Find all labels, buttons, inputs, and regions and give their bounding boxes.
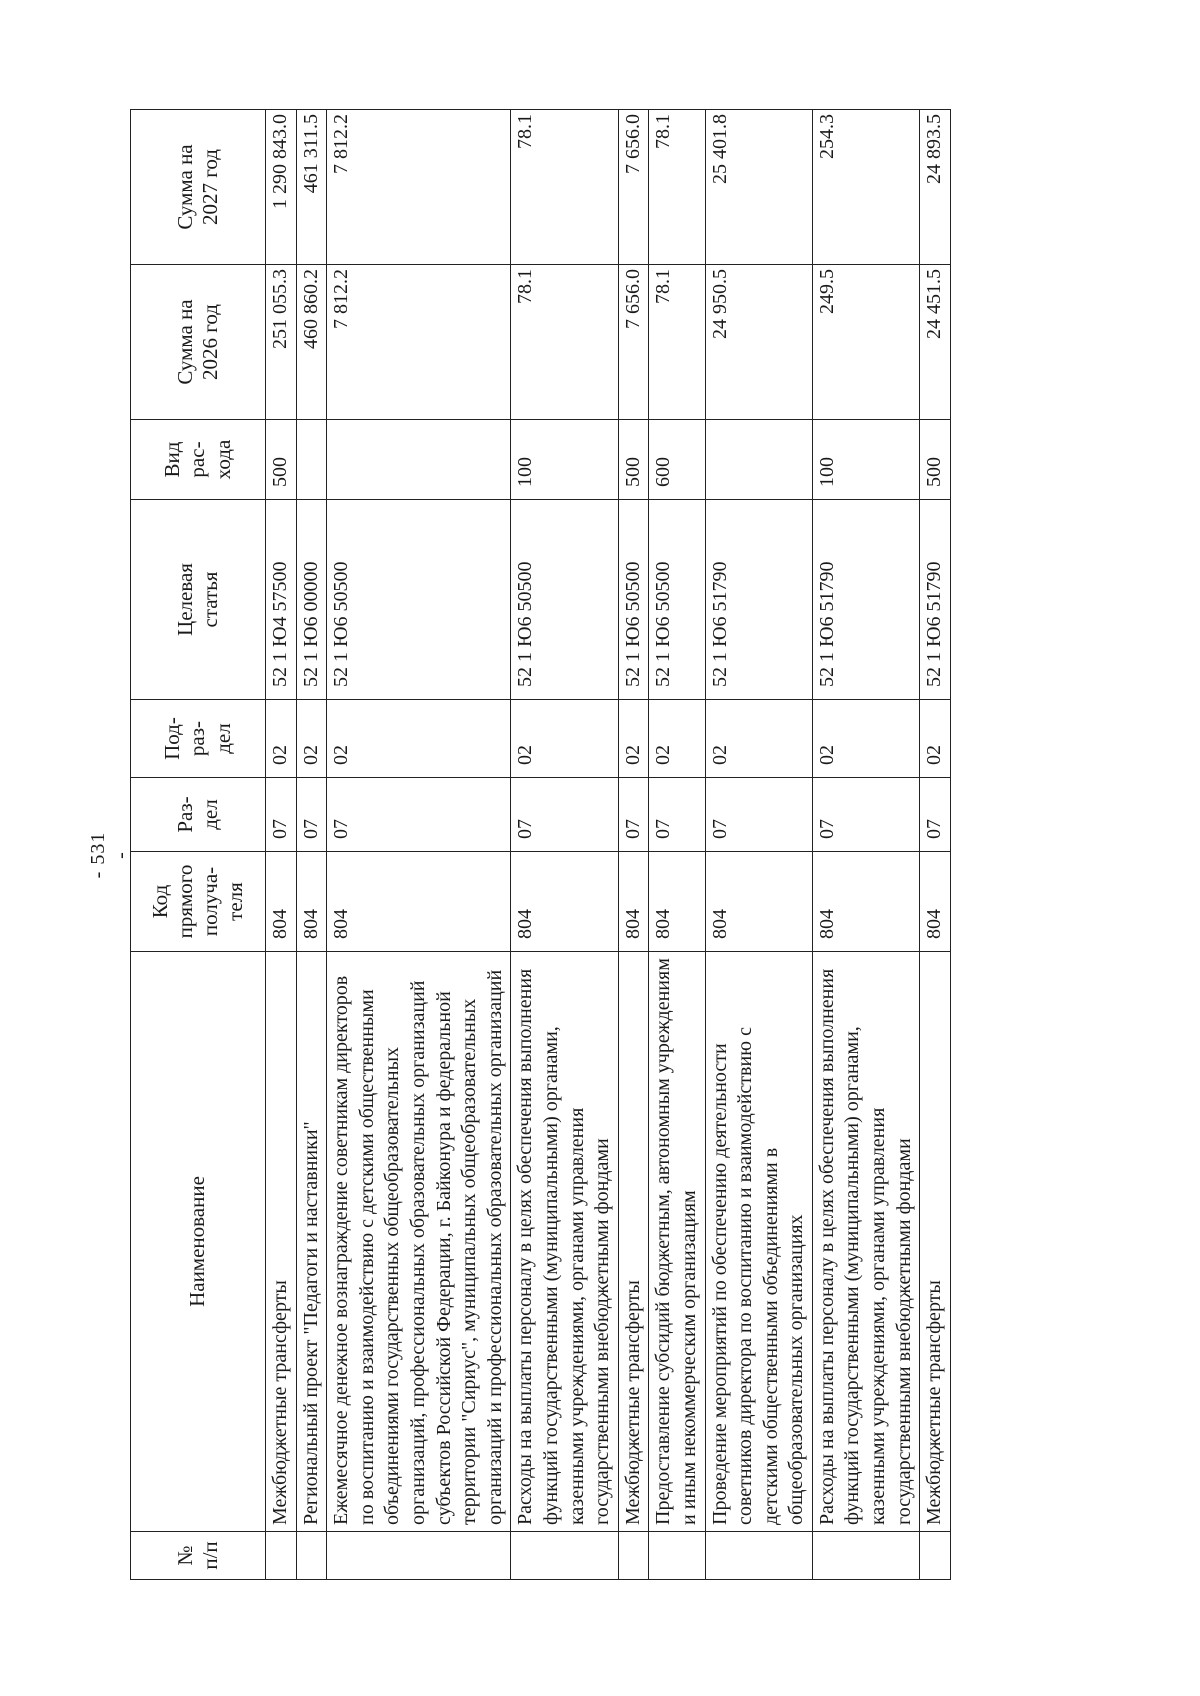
cell-name: Ежемесячное денежное вознаграждение советникам директоров по воспитанию и взаимодействию с детскими общественными объединениями государственных общеобразовательных организаций, профессиональных образовательных организаций субъектов Российской Федерации, г. Байконура и федеральной территории "Сириус", муниципальных общеобразовательных организаций и профессиональных образовательных организаций xyxy=(327,952,511,1532)
cell-sum-2027: 461 311.5 xyxy=(296,110,327,265)
cell-statya: 52 1 Ю6 00000 xyxy=(296,500,327,700)
cell-code: 804 xyxy=(511,852,618,952)
cell-no xyxy=(812,1532,919,1580)
cell-no xyxy=(327,1532,511,1580)
cell-sum-2026: 78.1 xyxy=(511,265,618,420)
cell-statya: 52 1 Ю6 50500 xyxy=(511,500,618,700)
cell-no xyxy=(511,1532,618,1580)
header-sum-2027: Сумма на 2027 год xyxy=(131,110,266,265)
cell-sum-2027: 24 893.5 xyxy=(920,110,951,265)
cell-no xyxy=(296,1532,327,1580)
table-row xyxy=(618,110,649,1580)
table-row xyxy=(266,110,297,1580)
table-row xyxy=(705,110,812,1580)
cell-statya: 52 1 Ю6 51790 xyxy=(705,500,812,700)
cell-sum-2026: 7 656.0 xyxy=(618,265,649,420)
cell-sum-2027: 254.3 xyxy=(812,110,919,265)
cell-sum-2026: 460 860.2 xyxy=(296,265,327,420)
cell-podrazdel: 02 xyxy=(705,700,812,778)
cell-razdel: 07 xyxy=(296,778,327,852)
cell-name: Проведение мероприятий по обеспечению деятельности советников директора по воспитанию и взаимодействию с детскими общественными объединениями в общеобразовательных организациях xyxy=(705,952,812,1532)
header-statya: Целевая статья xyxy=(131,500,266,700)
cell-razdel: 07 xyxy=(618,778,649,852)
header-name: Наименование xyxy=(131,952,266,1532)
cell-no xyxy=(705,1532,812,1580)
table-row xyxy=(296,110,327,1580)
cell-sum-2026: 78.1 xyxy=(649,265,705,420)
cell-no xyxy=(266,1532,297,1580)
header-no: № п/п xyxy=(131,1532,266,1580)
cell-code: 804 xyxy=(327,852,511,952)
cell-statya: 52 1 Ю4 57500 xyxy=(266,500,297,700)
table-header-row xyxy=(131,110,266,1580)
cell-sum-2027: 78.1 xyxy=(649,110,705,265)
cell-sum-2026: 249.5 xyxy=(812,265,919,420)
budget-table xyxy=(130,109,951,1580)
cell-razdel: 07 xyxy=(327,778,511,852)
cell-razdel: 07 xyxy=(920,778,951,852)
cell-vid: 600 xyxy=(649,420,705,500)
page-number: - 531 - xyxy=(87,831,132,879)
cell-sum-2026: 251 055.3 xyxy=(266,265,297,420)
cell-statya: 52 1 Ю6 51790 xyxy=(920,500,951,700)
cell-statya: 52 1 Ю6 50500 xyxy=(618,500,649,700)
header-sum-2026: Сумма на 2026 год xyxy=(131,265,266,420)
cell-code: 804 xyxy=(618,852,649,952)
cell-razdel: 07 xyxy=(649,778,705,852)
cell-podrazdel: 02 xyxy=(266,700,297,778)
cell-sum-2026: 24 950.5 xyxy=(705,265,812,420)
cell-razdel: 07 xyxy=(705,778,812,852)
cell-statya: 52 1 Ю6 50500 xyxy=(649,500,705,700)
cell-sum-2027: 1 290 843.0 xyxy=(266,110,297,265)
cell-code: 804 xyxy=(705,852,812,952)
table-row xyxy=(327,110,511,1580)
cell-vid: 500 xyxy=(618,420,649,500)
header-razdel: Раз- дел xyxy=(131,778,266,852)
cell-vid: 500 xyxy=(920,420,951,500)
cell-vid xyxy=(705,420,812,500)
cell-vid: 100 xyxy=(812,420,919,500)
header-vid: Вид рас- хода xyxy=(131,420,266,500)
cell-no xyxy=(618,1532,649,1580)
cell-vid: 500 xyxy=(266,420,297,500)
table-row xyxy=(920,110,951,1580)
cell-razdel: 07 xyxy=(266,778,297,852)
cell-vid: 100 xyxy=(511,420,618,500)
cell-podrazdel: 02 xyxy=(618,700,649,778)
cell-sum-2027: 78.1 xyxy=(511,110,618,265)
cell-sum-2027: 7 812.2 xyxy=(327,110,511,265)
cell-vid xyxy=(327,420,511,500)
cell-razdel: 07 xyxy=(511,778,618,852)
cell-podrazdel: 02 xyxy=(812,700,919,778)
cell-razdel: 07 xyxy=(812,778,919,852)
cell-podrazdel: 02 xyxy=(296,700,327,778)
cell-statya: 52 1 Ю6 51790 xyxy=(812,500,919,700)
cell-code: 804 xyxy=(812,852,919,952)
cell-sum-2027: 7 656.0 xyxy=(618,110,649,265)
cell-name: Расходы на выплаты персоналу в целях обеспечения выполнения функций государственными (муниципальными) органами, казенными учреждениями, органами управления государственными внебюджетными фондами xyxy=(812,952,919,1532)
cell-name: Межбюджетные трансферты xyxy=(618,952,649,1532)
cell-vid xyxy=(296,420,327,500)
table-row xyxy=(511,110,618,1580)
cell-name: Межбюджетные трансферты xyxy=(920,952,951,1532)
cell-name: Расходы на выплаты персоналу в целях обеспечения выполнения функций государственными (муниципальными) органами, казенными учреждениями, органами управления государственными внебюджетными фондами xyxy=(511,952,618,1532)
cell-podrazdel: 02 xyxy=(920,700,951,778)
header-code: Код прямого получа- теля xyxy=(131,852,266,952)
cell-name: Межбюджетные трансферты xyxy=(266,952,297,1532)
cell-code: 804 xyxy=(920,852,951,952)
cell-sum-2026: 7 812.2 xyxy=(327,265,511,420)
header-podrazdel: Под- раз- дел xyxy=(131,700,266,778)
rotated-table-container xyxy=(130,110,1200,1580)
cell-code: 804 xyxy=(649,852,705,952)
cell-sum-2027: 25 401.8 xyxy=(705,110,812,265)
cell-code: 804 xyxy=(266,852,297,952)
cell-name: Предоставление субсидий бюджетным, автономным учреждениям и иным некоммерческим организациям xyxy=(649,952,705,1532)
cell-sum-2026: 24 451.5 xyxy=(920,265,951,420)
cell-no xyxy=(649,1532,705,1580)
cell-no xyxy=(920,1532,951,1580)
cell-podrazdel: 02 xyxy=(327,700,511,778)
cell-name: Региональный проект "Педагоги и наставники" xyxy=(296,952,327,1532)
cell-statya: 52 1 Ю6 50500 xyxy=(327,500,511,700)
table-row xyxy=(649,110,705,1580)
cell-code: 804 xyxy=(296,852,327,952)
cell-podrazdel: 02 xyxy=(511,700,618,778)
cell-podrazdel: 02 xyxy=(649,700,705,778)
table-row xyxy=(812,110,919,1580)
